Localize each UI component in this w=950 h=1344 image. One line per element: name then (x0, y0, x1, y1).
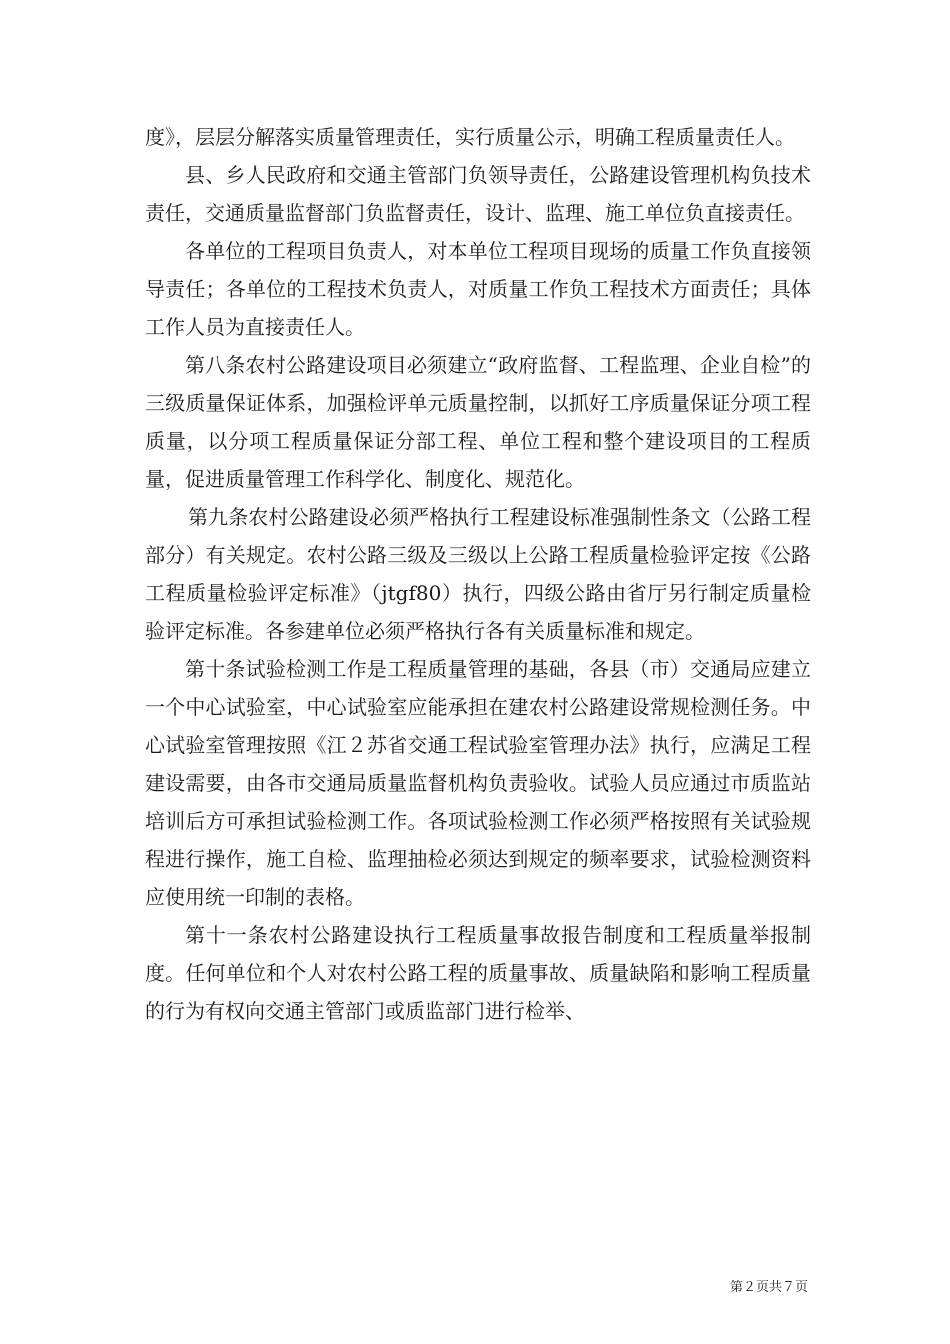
paragraph-responsibility-levels: 县、乡人民政府和交通主管部门负领导责任，公路建设管理机构负技术责任，交通质量监督部门负监督责任，设计、监理、施工单位负直接责任。 (145, 163, 811, 225)
paragraph-article-11: 第十一条农村公路建设执行工程质量事故报告制度和工程质量举报制度。任何单位和个人对农村公路工程的质量事故、质量缺陷和影响工程质量的行为有权向交通主管部门或质监部门进行检举、 (145, 923, 811, 1023)
document-body (145, 118, 811, 1030)
page-number: 第２页共７页 (729, 1280, 808, 1295)
paragraph-article-10: 第十条试验检测工作是工程质量管理的基础，各县（市）交通局应建立一个中心试验室，中心试验室应能承担在建农村公路建设常规检测任务。中心试验室管理按照《江２苏省交通工程试验室管理办法》执行，应满足工程建设需要，由各市交通局质量监督机构负责验收。试验人员应通过市质监站培训后方可承担试验检测工作。各项试验检测工作必须严格按照有关试验规程进行操作，施工自检、监理抽检必须达到规定的频率要求，试验检测资料应使用统一印制的表格。 (145, 657, 811, 909)
paragraph-article-9: 第九条农村公路建设必须严格执行工程建设标准强制性条文（公路工程部分）有关规定。农村公路三级及三级以上公路工程质量检验评定按《公路工程质量检验评定标准》（jtgf80）执行，四级公路由省厅另行制定质量检验评定标准。各参建单位必须严格执行各有关质量标准和规定。 (145, 505, 811, 643)
paragraph-project-leads: 各单位的工程项目负责人，对本单位工程项目现场的质量工作负直接领导责任；各单位的工程技术负责人，对质量工作负工程技术方面责任；具体工作人员为直接责任人。 (145, 239, 811, 339)
paragraph-article-8: 第八条农村公路建设项目必须建立“政府监督、工程监理、企业自检”的三级质量保证体系，加强检评单元质量控制，以抓好工序质量保证分项工程质量，以分项工程质量保证分部工程、单位工程和整个建设项目的工程质量，促进质量管理工作科学化、制度化、规范化。 (145, 353, 811, 491)
paragraph-continuation: 度》，层层分解落实质量管理责任，实行质量公示，明确工程质量责任人。 (145, 125, 795, 149)
